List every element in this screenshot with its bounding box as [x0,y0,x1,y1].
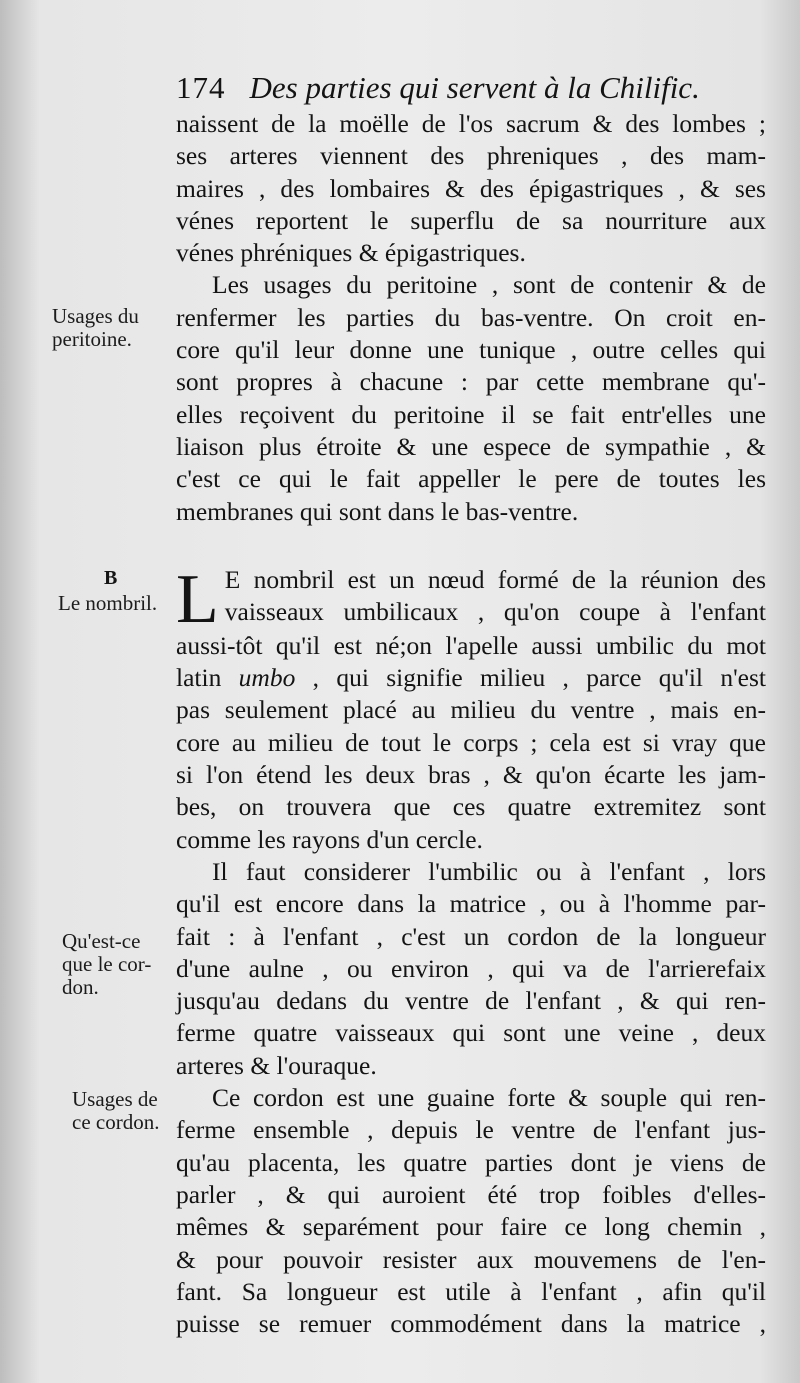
paragraph-4 [176,856,766,1082]
paragraph-3 [176,560,767,856]
margin-note-line: Usages de [72,1087,158,1111]
margin-note-line: peritoine. [52,327,132,351]
text-line: E nombril est un nœud formé de la réunion des [224,564,766,594]
margin-note-nombril [58,592,178,615]
margin-note-line: don. [62,975,99,999]
body-text [176,108,766,1340]
text-line: d'une aulne , ou environ , qui va de l'arrierefaix [176,953,766,983]
text-line: bes, on trouvera que ces quatre extremitez sont [176,792,766,822]
margin-note-line: Qu'est-ce [62,929,141,953]
text-line: maires , des lombaires & des épigastriques , & ses [176,173,766,203]
text-line: fant. Sa longueur est utile à l'enfant , afin qu'il [176,1276,766,1306]
section-gap [176,528,766,564]
margin-note-line: ce cordon. [72,1110,160,1134]
text-line [176,662,766,694]
margin-note-line: que le cor- [62,952,152,976]
paragraph-1 [176,108,766,269]
margin-note-line: Usages du [52,304,139,328]
running-title: Des parties qui servent à la Chilific. [249,70,700,105]
text-line: comme les rayons d'un cercle. [176,824,483,854]
text-line: ferme quatre vaisseaux qui sont une veine , deux [176,1018,766,1048]
page-number: 174 [176,70,226,105]
latin-word: umbo [238,663,296,693]
drop-cap: L [176,560,219,638]
text-fragment: , qui signifie milieu , parce qu'il n'est [312,663,767,693]
text-line: mêmes & separément pour faire ce long chemin , [176,1212,766,1242]
text-line: liaison plus étroite & une espece de sympathie , & [176,431,766,461]
text-line: ferme ensemble , depuis le ventre de l'enfant jus- [176,1115,766,1145]
text-line: arteres & l'ouraque. [176,1050,377,1080]
text-line: Il faut considerer l'umbilic ou à l'enfant , lors [212,856,766,886]
text-line: Les usages du peritoine , sont de contenir & de [212,270,766,300]
text-line: fait : à l'enfant , c'est un cordon de la longueur [176,921,766,951]
text-line: ses arteres viennent des phreniques , des mam- [176,141,766,171]
text-line: vénes reportent le superflu de sa nourriture aux [176,205,766,235]
paragraph-2 [176,269,766,527]
margin-note-line: Le nombril. [58,591,158,615]
text-line: pas seulement placé au milieu du ventre , mais en- [176,695,766,725]
margin-note-usages-cordon [72,1088,192,1134]
text-line: sont propres à chacune : par cette membrane qu'- [176,367,766,397]
text-line: jusqu'au dedans du ventre de l'enfant , & qui ren- [176,986,766,1016]
text-line: & pour pouvoir resister aux mouvemens de l'en- [176,1244,766,1274]
running-header [176,70,776,106]
text-line: Ce cordon est une guaine forte & souple qui ren- [212,1083,766,1113]
paragraph-5 [176,1082,766,1340]
text-fragment: latin [176,663,222,693]
text-line: qu'il est encore dans la matrice , ou à l'homme par- [176,889,766,919]
text-line: vénes phréniques & épigastriques. [176,238,526,268]
text-line: qu'au placenta, les quatre parties dont je viens de [176,1147,766,1177]
text-line: vaisseaux umbilicaux , qu'on coupe à l'enfant [224,597,766,627]
text-line: core qu'il leur donne une tunique , outre celles qui [176,335,766,365]
text-line: core au milieu de tout le corps ; cela est si vray que [176,727,766,757]
text-line: renfermer les parties du bas-ventre. On croit en- [176,302,766,332]
margin-note-quest-ce-cordon [62,930,182,999]
text-line: parler , & qui auroient été trop foibles d'elles- [176,1179,766,1209]
text-line: naissent de la moëlle de l'os sacrum & des lombes ; [176,109,766,138]
text-line: puisse se remuer commodément dans la matrice , [176,1309,766,1339]
margin-note-usages-peritoine [52,305,172,351]
text-line: c'est ce qui le fait appeller le pere de toutes les [176,464,766,494]
text-line: elles reçoivent du peritoine il se fait entr'elles une [176,399,766,429]
margin-letter-b: B [104,567,118,589]
text-line: membranes qui sont dans le bas-ventre. [176,496,579,526]
text-line: si l'on étend les deux bras , & qu'on écarte les jam- [176,760,766,790]
text-line: aussi-tôt qu'il est né;on l'apelle aussi umbilic du mot [176,630,766,660]
